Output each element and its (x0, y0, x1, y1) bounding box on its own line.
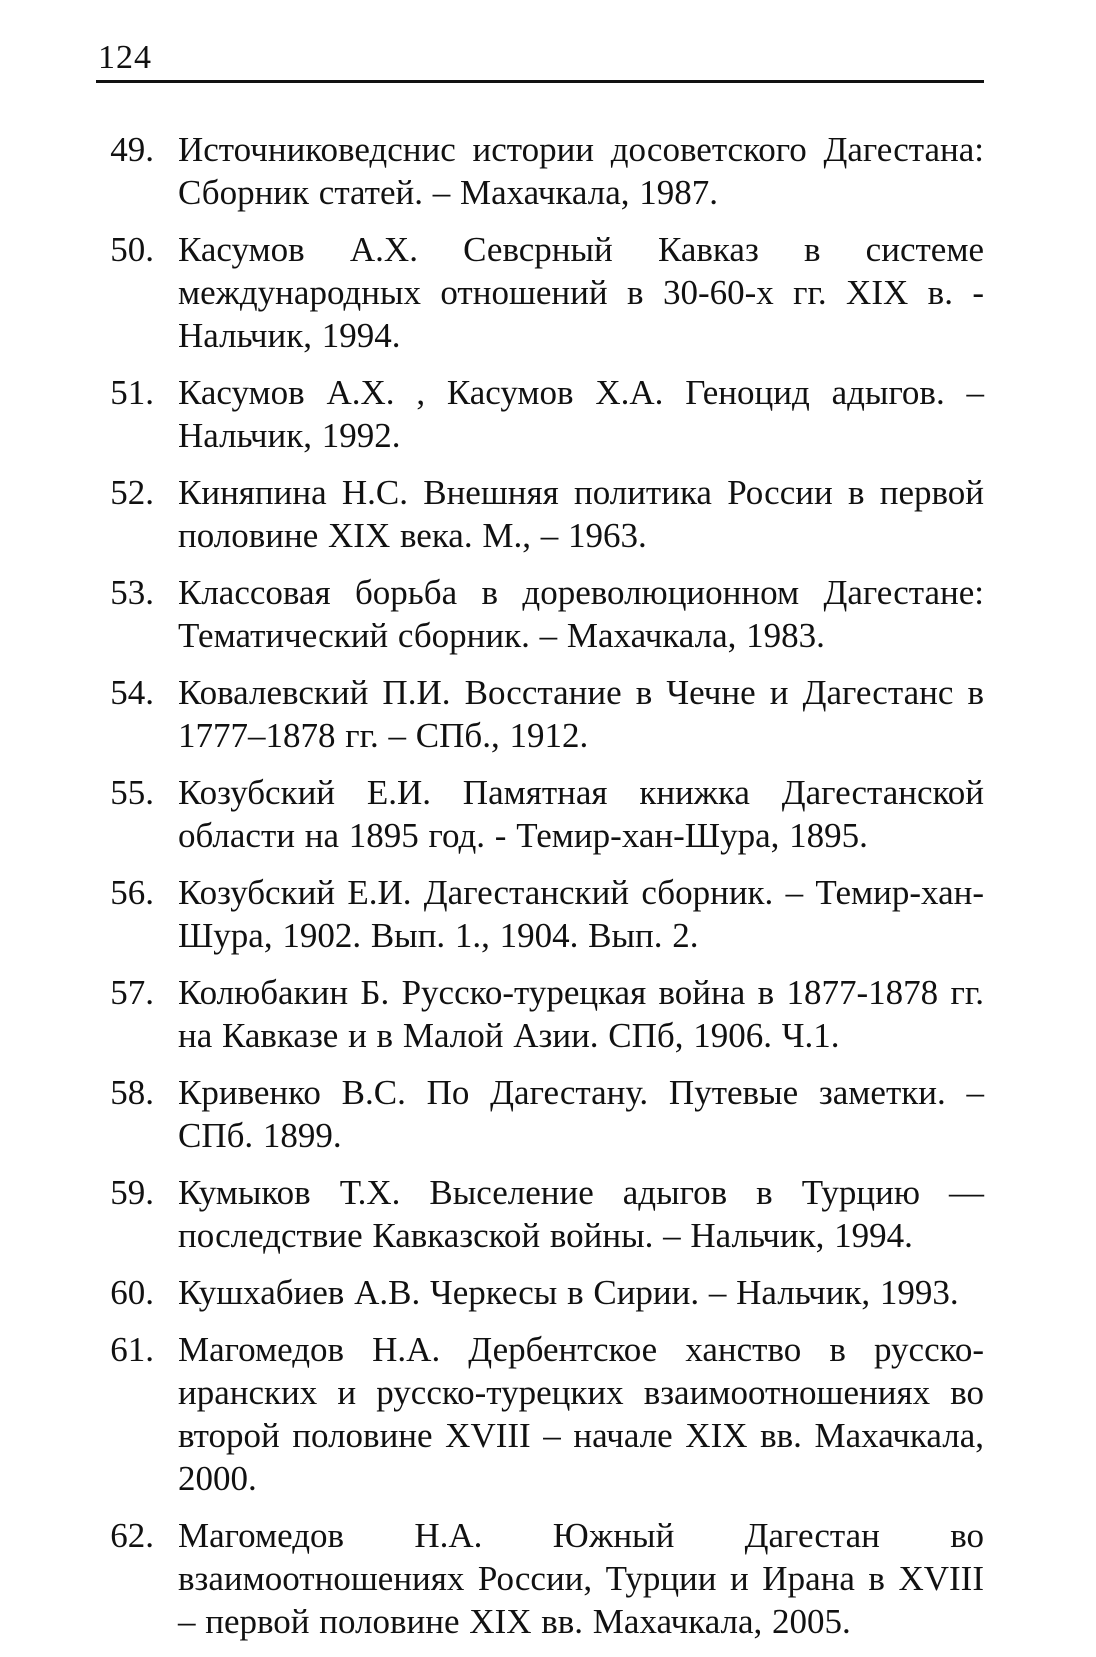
bibliography-entry (0, 671, 1096, 757)
header-rule (96, 80, 984, 83)
entry-number: 49. (110, 130, 154, 169)
bibliography-entry (0, 871, 1096, 957)
entry-text: Кумыков Т.Х. Выселение адыгов в Турцию — последствие Кавказской войны. – Нальчик, 1994. (178, 1173, 984, 1255)
entry-text: Касумов А.Х. Севсрный Кавказ в системе международных отношений в 30-60-х гг. XIX в. - Нальчик, 1994. (178, 230, 984, 355)
entry-text: Колюбакин Б. Русско-турецкая война в 1877-1878 гг. на Кавказе и в Малой Азии. СПб, 1906. Ч.1. (178, 973, 984, 1055)
entry-text: Кривенко В.С. По Дагестану. Путевые заметки. – СПб. 1899. (178, 1073, 984, 1155)
entry-number: 52. (110, 473, 154, 512)
entry-number: 61. (110, 1330, 154, 1369)
entry-text: Источниковедснис истории досоветского Дагестана: Сборник статей. – Махачкала, 1987. (178, 130, 984, 212)
entry-text: Ковалевский П.И. Восстание в Чечне и Дагестанс в 1777–1878 гг. – СПб., 1912. (178, 673, 984, 755)
entry-number: 56. (110, 873, 154, 912)
entry-number: 62. (110, 1516, 154, 1555)
entry-text: Козубский Е.И. Дагестанский сборник. – Темир-хан-Шура, 1902. Вып. 1., 1904. Вып. 2. (178, 873, 984, 955)
entry-text: Козубский Е.И. Памятная книжка Дагестанской области на 1895 год. - Темир-хан-Шура, 1895. (178, 773, 984, 855)
entry-text: Магомедов Н.А. Южный Дагестан во взаимоотношениях России, Турции и Ирана в XVIII – первой половине XIX вв. Махачкала, 2005. (178, 1516, 984, 1641)
bibliography-entry (0, 371, 1096, 457)
bibliography-entry (0, 471, 1096, 557)
entry-number: 51. (110, 373, 154, 412)
entry-number: 60. (110, 1273, 154, 1312)
bibliography-entry (0, 1271, 1096, 1314)
entry-number: 58. (110, 1073, 154, 1112)
entry-text: Магомедов Н.А. Дербентское ханство в русско-иранских и русско-турецких взаимоотношениях во второй половине XVIII – начале XIX вв. Махачкала, 2000. (178, 1330, 984, 1498)
entry-text: Кушхабиев А.В. Черкесы в Сирии. – Нальчик, 1993. (178, 1273, 959, 1312)
bibliography-entry (0, 1328, 1096, 1500)
entry-number: 59. (110, 1173, 154, 1212)
entry-number: 53. (110, 573, 154, 612)
entry-number: 55. (110, 773, 154, 812)
bibliography-entry (0, 771, 1096, 857)
entry-text: Касумов А.Х. , Касумов Х.А. Геноцид адыгов. – Нальчик, 1992. (178, 373, 984, 455)
bibliography-entry (0, 1171, 1096, 1257)
entry-text: Классовая борьба в дореволюционном Дагестане: Тематический сборник. – Махачкала, 1983. (178, 573, 984, 655)
entry-number: 50. (110, 230, 154, 269)
entry-number: 54. (110, 673, 154, 712)
entry-text: Киняпина Н.С. Внешняя политика России в первой половине XIX века. М., – 1963. (178, 473, 984, 555)
page-number: 124 (98, 39, 152, 76)
bibliography-entry (0, 1514, 1096, 1643)
bibliography-entry (0, 1071, 1096, 1157)
bibliography-entry (0, 571, 1096, 657)
bibliography-entry (0, 228, 1096, 357)
bibliography-entry (0, 971, 1096, 1057)
entry-number: 57. (110, 973, 154, 1012)
bibliography-list (0, 128, 1096, 1657)
bibliography-entry (0, 128, 1096, 214)
